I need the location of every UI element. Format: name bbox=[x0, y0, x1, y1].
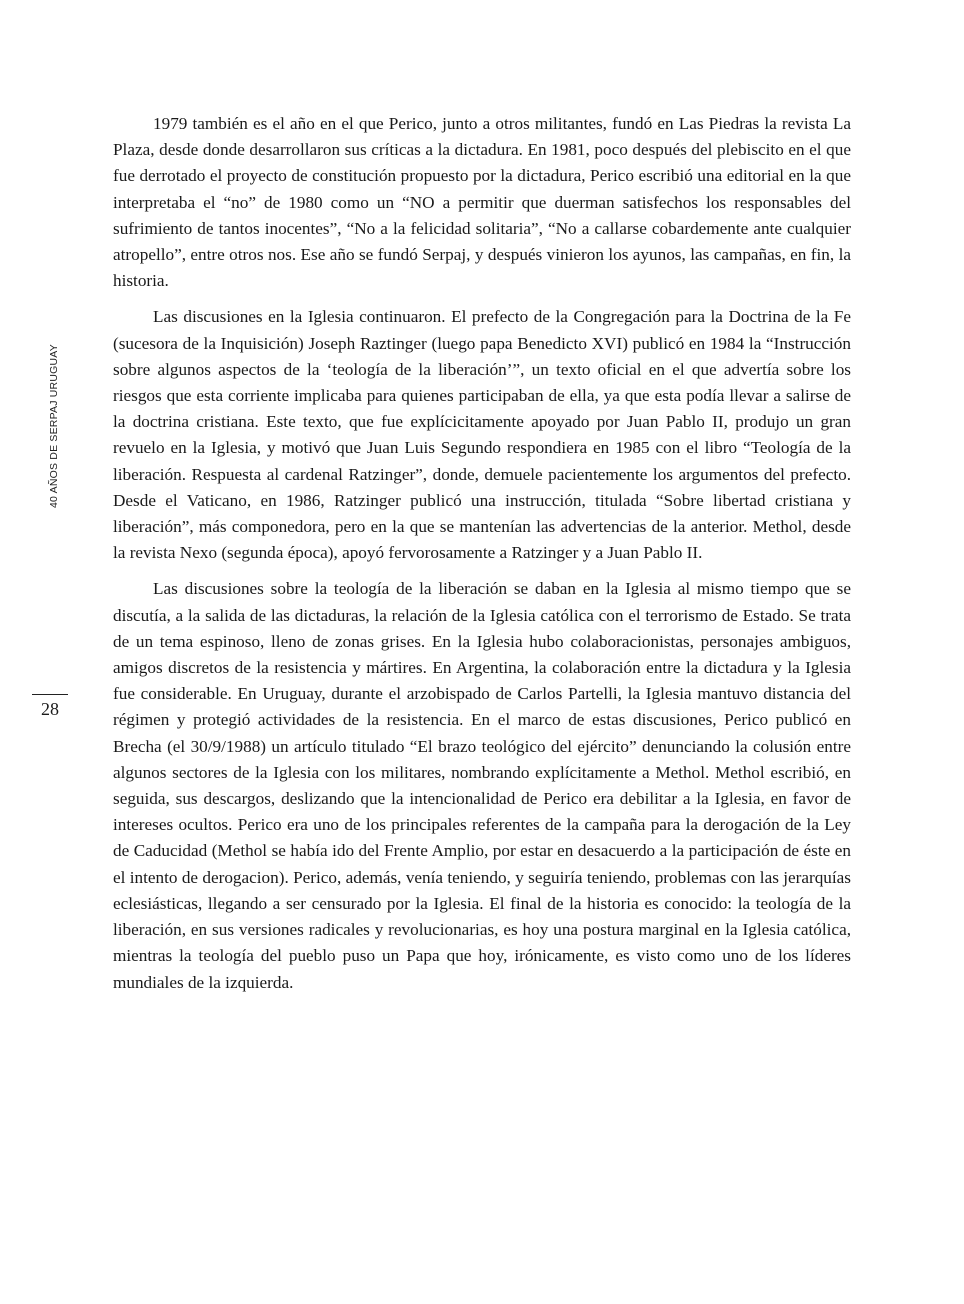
paragraph-2: Las discusiones en la Iglesia continuaron. El prefecto de la Congregación para la Doctrina de la Fe (sucesora de la Inquisición) Joseph Raztinger (luego papa Benedicto XVI) publicó en 1984 la “Instrucción sobre algunos aspectos de la ‘teología de la liberación’”, un texto oficial en el que advertía sobre los riesgos que esta corriente implicaba para quienes participaban de ella, ya que esta podía llevar a salirse de la doctrina cristiana. Este texto, que fue explícicitamente apoyado por Juan Pablo II, produjo un gran revuelo en la Iglesia, y motivó que Juan Luis Segundo respondiera en 1985 con el libro “Teología de la liberación. Respuesta al cardenal Ratzinger”, donde, demuele pacientemente los argumentos del prefecto. Desde el Vaticano, en 1986, Ratzinger publicó una instrucción, titulada “Sobre libertad cristiana y liberación”, más componedora, pero en la que se mantenían las advertencias de la anterior. Methol, desde la revista Nexo (segunda época), apoyó fervorosamente a Ratzinger y a Juan Pablo II. bbox=[113, 307, 851, 563]
folio-rule bbox=[32, 694, 68, 695]
paragraph-1: 1979 también es el año en el que Perico, junto a otros militantes, fundó en Las Piedras la revista La Plaza, desde donde desarrollaron sus críticas a la dictadura. En 1981, poco después del plebiscito en el que fue derrotado el proyecto de constitución propuesto por la dictadura, Perico escribió una editorial en la que interpretaba el “no” de 1980 como un “NO a permitir que duerman satisfechos los responsables del sufrimiento de tantos inocentes”, “No a la felicidad solitaria”, “No a callarse cobardemente ante cualquier atropello”, entre otros nos. Ese año se fundó Serpaj, y después vinieron los ayunos, las campañas, en fin, la historia. bbox=[113, 114, 851, 291]
page-number: 28 bbox=[41, 699, 59, 719]
paragraph-3: Las discusiones sobre la teología de la liberación se daban en la Iglesia al mismo tiempo que se discutía, a la salida de las dictaduras, la relación de la Iglesia católica con el terrorismo de Estado. Se trata de un tema espinoso, lleno de zonas grises. En la Iglesia hubo colaboracionistas, personajes ambiguos, amigos discretos de la resistencia y mártires. En Argentina, la colaboración entre la dictadura y la Iglesia fue considerable. En Uruguay, durante el arzobispado de Carlos Partelli, la Iglesia mantuvo distancia del régimen y protegió actividades de la resistencia. En el marco de estas discusiones, Perico publicó en Brecha (el 30/9/1988) un artículo titulado “El brazo teológico del ejército” denunciando la colusión entre algunos sectores de la Iglesia con los militares, nombrando explícitamente a Methol. Methol escribió, en seguida, sus descargos, deslizando que la intencionalidad de Perico era debilitar a la Iglesia, en favor de intereses ocultos. Perico era uno de los principales referentes de la campaña para la derogación de la Ley de Caducidad (Methol se había ido del Frente Amplio, por estar en desacuerdo a la participación de éste en el intento de derogacion). Perico, además, venía teniendo, y seguiría teniendo, problemas con las jerarquías eclesiásticas, llegando a ser censurado por la Iglesia. El final de la historia es conocido: la teología de la liberación, en sus versiones radicales y revolucionarias, es hoy una postura marginal en la Iglesia católica, mientras la teología del pueblo puso un Papa que hoy, irónicamente, es visto como uno de los líderes mundiales de la izquierda. bbox=[113, 579, 851, 992]
body-text bbox=[113, 111, 851, 1006]
running-head: 40 AÑOS DE SERPAJ URUGUAY bbox=[48, 344, 60, 508]
